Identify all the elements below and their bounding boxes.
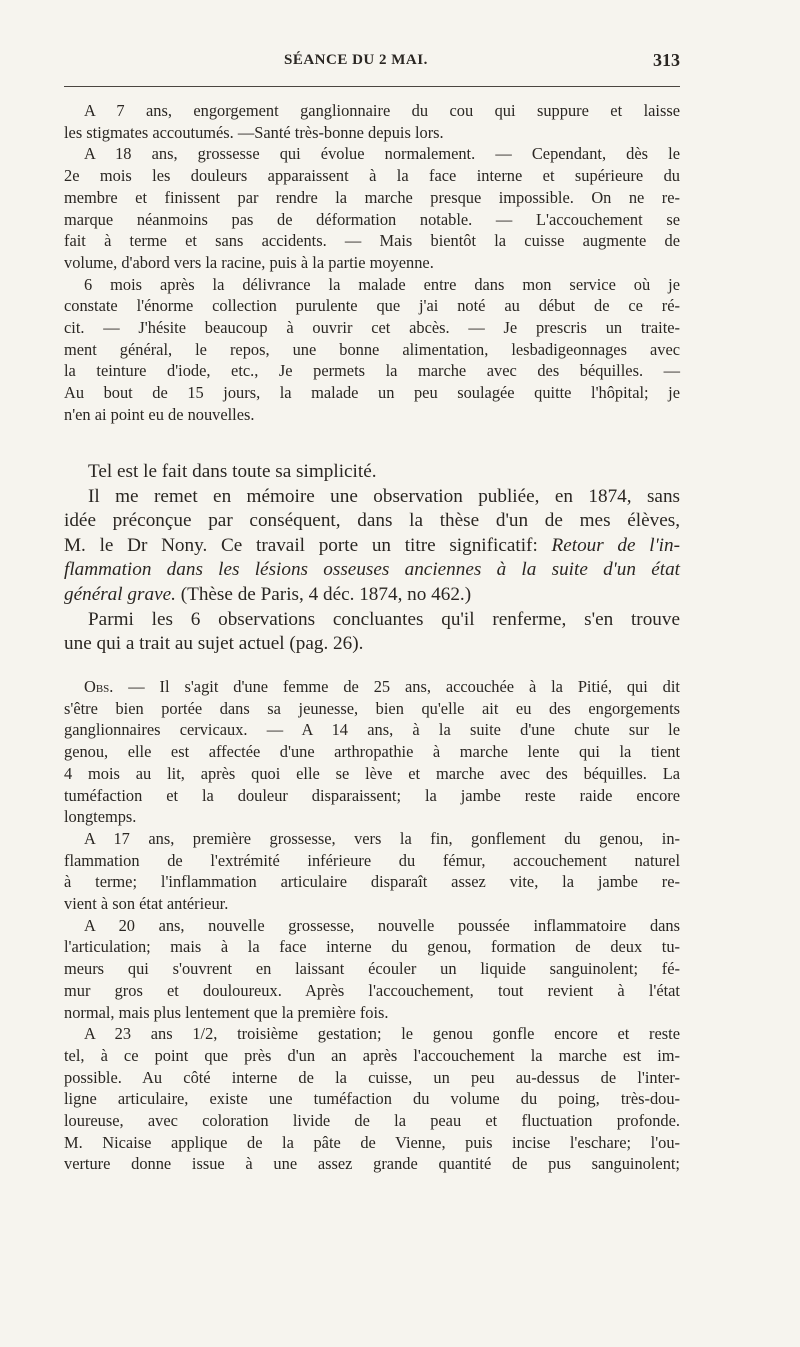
text-line bbox=[64, 676, 680, 698]
text-line: la teinture d'iode, etc., Je permets la marche avec des béquilles. — bbox=[64, 361, 680, 381]
case-history-section bbox=[64, 100, 680, 426]
text-line: fait à terme et sans accidents. — Mais bientôt la cuisse augmente de bbox=[64, 231, 680, 251]
text-line: normal, mais plus lentement que la première fois. bbox=[64, 1002, 389, 1022]
text-line: volume, d'abord vers la racine, puis à la partie moyenne. bbox=[64, 252, 434, 272]
text-line: longtemps. bbox=[64, 807, 137, 827]
text-line: les stigmates accoutumés. —Santé très-bonne depuis lors. bbox=[64, 122, 444, 142]
text-line: ligne articulaire, existe une tuméfaction du volume du poing, très-dou- bbox=[64, 1089, 680, 1109]
text-line: à terme; l'inflammation articulaire disparaît assez vite, la jambe re- bbox=[64, 872, 680, 892]
thesis-title: Retour de l'in- bbox=[551, 534, 680, 556]
commentary-section bbox=[64, 460, 680, 657]
thesis-title: général grave. bbox=[64, 583, 176, 605]
thesis-title: flammation dans les lésions osseuses anciennes à la suite d'un état bbox=[64, 559, 680, 581]
text-line: loureuse, avec coloration livide de la peau et fluctuation profonde. bbox=[64, 1111, 680, 1131]
text-line: vient à son état antérieur. bbox=[64, 894, 229, 914]
text-line: 6 mois après la délivrance la malade entre dans mon service où je bbox=[84, 274, 680, 294]
running-title: SÉANCE DU 2 MAI. bbox=[284, 52, 428, 68]
text-line: ganglionnaires cervicaux. — A 14 ans, à la suite d'une chute sur le bbox=[64, 720, 680, 740]
thesis-reference: (Thèse de Paris, 4 déc. 1874, no 462.) bbox=[180, 583, 472, 605]
text-line: s'être bien portée dans sa jeunesse, bien qu'elle ait eu des engorgements bbox=[64, 698, 680, 718]
text-line: ment général, le repos, une bonne alimentation, lesbadigeonnages avec bbox=[64, 339, 680, 359]
text-fragment: — Il s'agit d'une femme de 25 ans, accouchée à la Pitié, qui dit bbox=[128, 677, 680, 696]
text-line: Il me remet en mémoire une observation publiée, en 1874, sans bbox=[88, 485, 680, 507]
text-line: 4 mois au lit, après quoi elle se lève et marche avec des béquilles. La bbox=[64, 763, 680, 783]
text-line: flammation de l'extrémité inférieure du fémur, accouchement naturel bbox=[64, 850, 680, 870]
text-line: A 17 ans, première grossesse, vers la fin, gonflement du genou, in- bbox=[84, 828, 680, 848]
text-line: tel, à ce point que près d'un an après l'accouchement la marche est im- bbox=[64, 1045, 680, 1065]
text-line: membre et finissent par rendre la marche presque impossible. On ne re- bbox=[64, 187, 680, 207]
text-line: A 7 ans, engorgement ganglionnaire du cou qui suppure et laisse bbox=[84, 101, 680, 120]
text-line: Tel est le fait dans toute sa simplicité. bbox=[88, 461, 377, 482]
header-rule bbox=[64, 86, 680, 87]
obs-label: Obs. bbox=[84, 677, 114, 696]
text-line: meurs qui s'ouvrent en laissant écouler un liquide sanguinolent; fé- bbox=[64, 959, 680, 979]
text-line: M. Nicaise applique de la pâte de Vienne, puis incise l'eschare; l'ou- bbox=[64, 1132, 680, 1152]
text-line: possible. Au côté interne de la cuisse, un peu au-dessus de l'inter- bbox=[64, 1067, 680, 1087]
page-header bbox=[64, 52, 680, 74]
text-line: tuméfaction et la douleur disparaissent; la jambe reste raide encore bbox=[64, 785, 680, 805]
text-line: verture donne issue à une assez grande quantité de pus sanguinolent; bbox=[64, 1154, 680, 1174]
text-line: cit. — J'hésite beaucoup à ouvrir cet abcès. — Je prescris un traite- bbox=[64, 318, 680, 338]
text-line: A 23 ans 1/2, troisième gestation; le genou gonfle encore et reste bbox=[84, 1024, 680, 1044]
text-line bbox=[64, 558, 680, 583]
text-line: 2e mois les douleurs apparaissent à la face interne et supérieure du bbox=[64, 166, 680, 186]
text-line: marque néanmoins pas de déformation notable. — L'accouchement se bbox=[64, 209, 680, 229]
text-fragment: M. le Dr Nony. Ce travail porte un titre significatif: bbox=[64, 534, 538, 556]
text-line: A 18 ans, grossesse qui évolue normalement. — Cependant, dès le bbox=[84, 144, 680, 164]
text-line: Au bout de 15 jours, la malade un peu soulagée quitte l'hôpital; je bbox=[64, 383, 680, 403]
text-line: l'articulation; mais à la face interne du genou, formation de deux tu- bbox=[64, 937, 680, 957]
text-line: genou, elle est affectée d'une arthropathie à marche lente qui la tient bbox=[64, 742, 680, 762]
text-line: mur gros et douloureux. Après l'accouchement, tout revient à l'état bbox=[64, 980, 680, 1000]
observation-section bbox=[64, 676, 680, 1175]
text-line: A 20 ans, nouvelle grossesse, nouvelle poussée inflammatoire dans bbox=[84, 915, 680, 935]
text-line: une qui a trait au sujet actuel (pag. 26). bbox=[64, 633, 364, 655]
text-line bbox=[64, 583, 680, 608]
text-line: constate l'énorme collection purulente que j'ai noté au début de ce ré- bbox=[64, 296, 680, 316]
text-line: idée préconçue par conséquent, dans la thèse d'un de mes élèves, bbox=[64, 510, 680, 532]
text-line: n'en ai point eu de nouvelles. bbox=[64, 404, 255, 424]
page-number: 313 bbox=[653, 50, 680, 70]
text-line bbox=[64, 534, 680, 559]
text-line: Parmi les 6 observations concluantes qu'il renferme, s'en trouve bbox=[88, 608, 680, 630]
